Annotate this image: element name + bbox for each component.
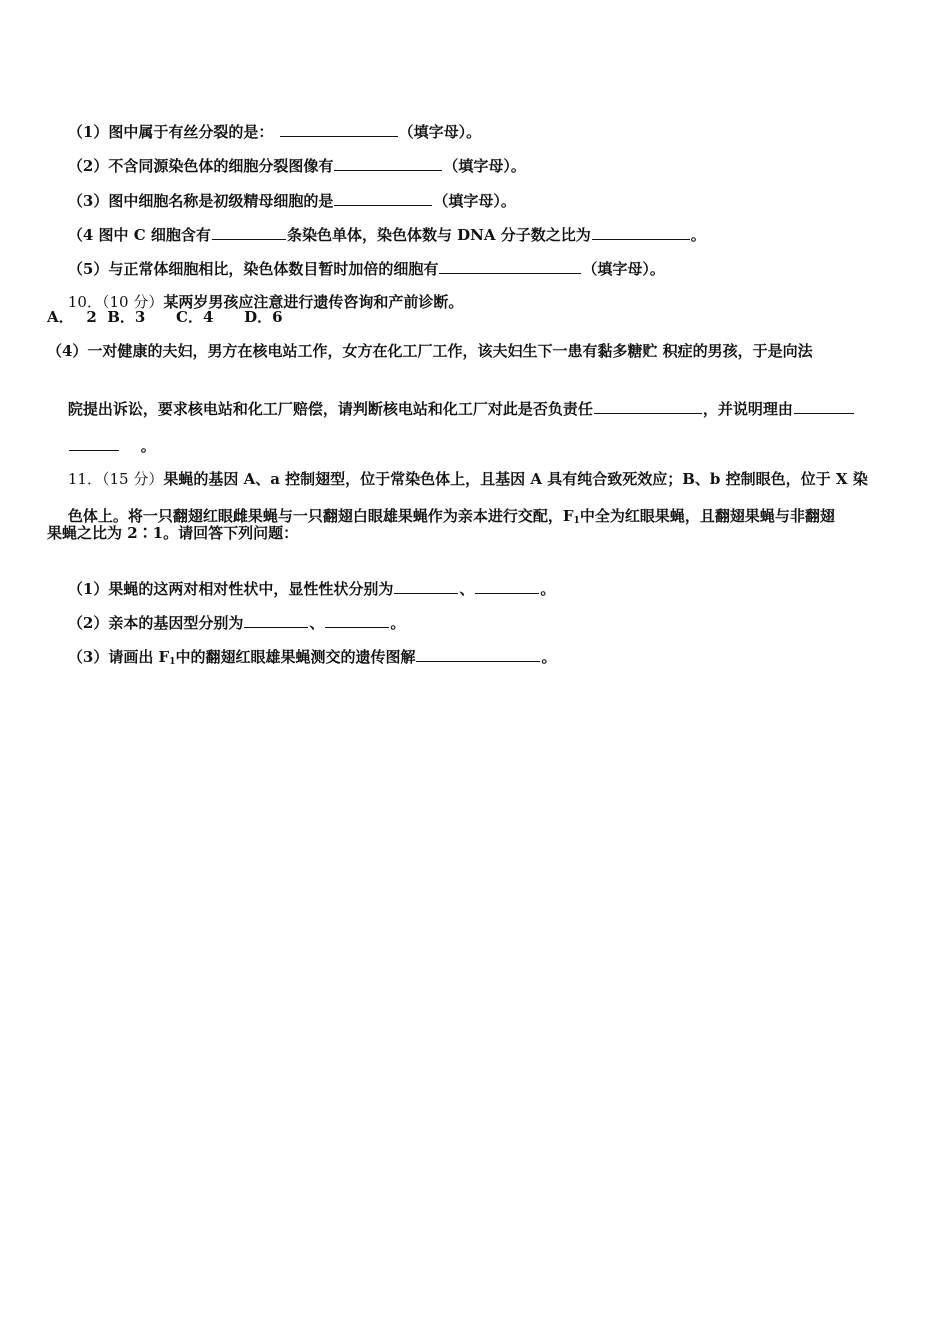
answer-blank[interactable] xyxy=(594,398,702,414)
q9-part3: （3）图中细胞名称是初级精母细胞的是 （填字母）。 xyxy=(67,192,516,210)
question-score: （10 分） xyxy=(101,293,164,311)
q9-part5: （5）与正常体细胞相比，染色体数目暂时加倍的细胞有 （填字母）。 xyxy=(67,260,665,278)
q11-part3: （3）请画出 $F_1$中的翻翅红眼雄果蝇测交的遗传图解 。 xyxy=(67,648,557,667)
q11-part1: （1）果蝇的这两对相对性状中，显性性状分别为 、 。 xyxy=(67,580,556,598)
answer-blank[interactable] xyxy=(334,155,442,171)
answer-blank[interactable] xyxy=(475,578,539,594)
q11-stem-line3: 果蝇之比为 2∶1。请回答下列问题： xyxy=(47,524,299,542)
q10-part4-line2: 院提出诉讼，要求核电站和化工厂赔偿，请判断核电站和化工厂对此是否负责任 ，并说明理由 xyxy=(47,378,855,439)
q10-part4-line1: （4）一对健康的夫妇，男方在核电站工作，女方在化工厂工作，该夫妇生下一患有黏多糖贮 积症的男孩，于是向法 xyxy=(47,342,813,360)
answer-blank[interactable] xyxy=(416,646,540,662)
q9-part4: （4 图中 C 细胞含有 条染色单体，染色体数与 DNA 分子数之比为 。 xyxy=(67,226,706,244)
q11-stem-line1: 11．（15 分）果蝇的基因 A、a 控制翅型，位于常染色体上，且基因 A 具有纯合致死效应；B、b 控制眼色，位于 X 染 xyxy=(67,470,868,488)
q10-options: A． 2 B．3 C．4 D．6 xyxy=(47,308,283,326)
q9-part1: （1）图中属于有丝分裂的是： （填字母）。 xyxy=(67,123,482,141)
q10-part4-line3: 。 xyxy=(47,415,156,476)
question-number: 11． xyxy=(67,470,102,488)
question-number: 10． xyxy=(67,293,102,311)
q11-part2: （2）亲本的基因型分别为 、 。 xyxy=(67,614,406,632)
answer-blank[interactable] xyxy=(794,398,854,414)
question-score: （15 分） xyxy=(101,470,164,488)
q10-stem: 10．（10 分）某两岁男孩应注意进行遗传咨询和产前诊断。 xyxy=(67,293,464,311)
q11-stem-line2: 色体上。将一只翻翅红眼雌果蝇与一只翻翅白眼雄果蝇作为亲本进行交配，$F_1$中全为红眼果蝇，且翻翅果蝇与非翻翅 xyxy=(67,507,835,526)
q9-part2: （2）不含同源染色体的细胞分裂图像有 （填字母）。 xyxy=(67,157,526,175)
